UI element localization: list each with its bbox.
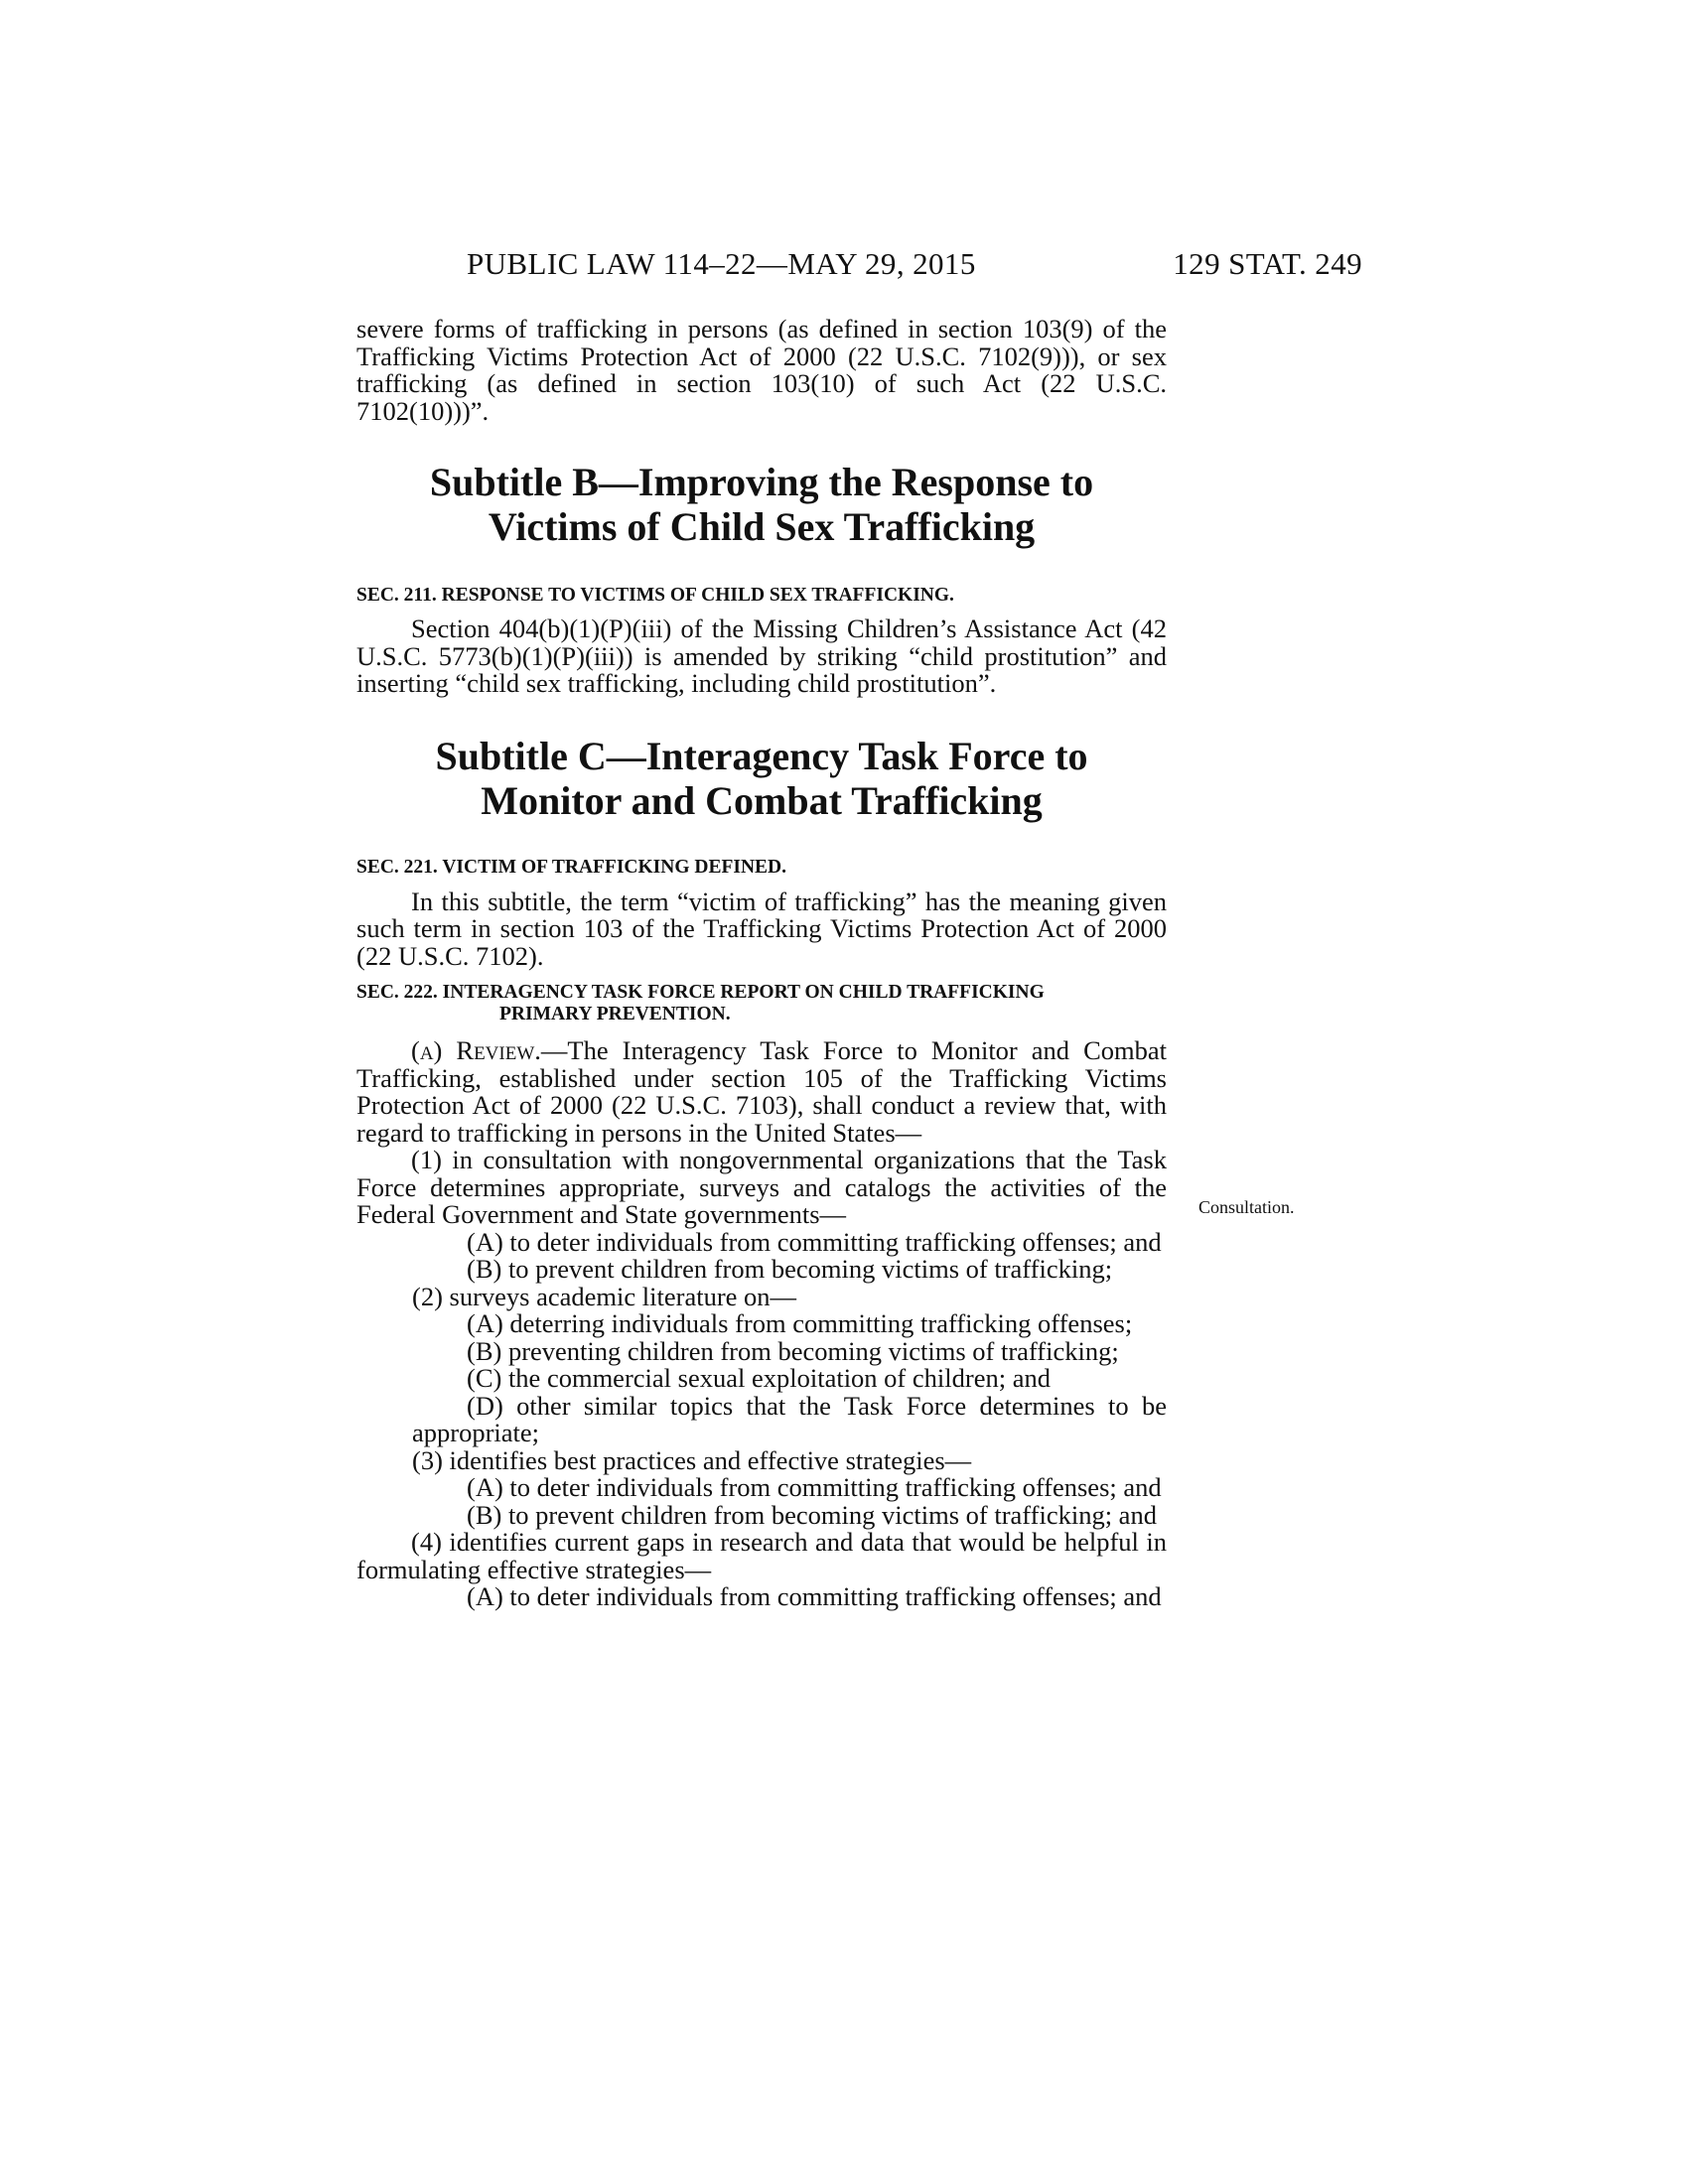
subtitle-b-heading [356, 460, 1167, 549]
paragraph-2-c: (C) the commercial sexual exploitation of children; and [467, 1363, 1051, 1393]
sec-221-text: In this subtitle, the term “victim of trafficking” has the meaning given such term in section 103 of the Trafficking Victims Protection Act of 2000 (22 U.S.C. 7102). [356, 886, 1167, 971]
sec-211-text: Section 404(b)(1)(P)(iii) of the Missing Children’s Assistance Act (42 U.S.C. 5773(b)(1)(P)(iii)) is amended by striking “child prostitution” and inserting “child sex trafficking, including child prostitution”. [356, 614, 1167, 698]
paragraph-4: (4) identifies current gaps in research and data that would be helpful in formulating effective strategies— [356, 1527, 1167, 1584]
sec-211-heading: SEC. 211. RESPONSE TO VICTIMS OF CHILD SEX TRAFFICKING. [356, 585, 954, 606]
subtitle-c-line1: Subtitle C—Interagency Task Force to [435, 733, 1088, 778]
paragraph-2-d: (D) other similar topics that the Task Force determines to be appropriate; [412, 1390, 1167, 1447]
subtitle-c-line2: Monitor and Combat Trafficking [481, 777, 1043, 823]
review-text: .—The Interagency Task Force to Monitor and Combat Trafficking, established under section 105 of the Trafficking Victims Protection Act of 2000 (22 U.S.C. 7103), shall conduct a review that, with regard to trafficking in persons in the United States— [356, 1035, 1167, 1148]
margin-note-consultation: Consultation. [1198, 1197, 1295, 1217]
paragraph-2-a: (A) deterring individuals from committing trafficking offenses; [467, 1308, 1133, 1338]
sec-221-heading: SEC. 221. VICTIM OF TRAFFICKING DEFINED. [356, 856, 787, 878]
subtitle-b-line2: Victims of Child Sex Trafficking [488, 504, 1036, 549]
subtitle-b-line1: Subtitle B—Improving the Response to [429, 460, 1094, 504]
sec-222-heading-line1: SEC. 222. INTERAGENCY TASK FORCE REPORT ON CHILD TRAFFICKING [356, 982, 1045, 1003]
review-label: (a) Review [411, 1035, 535, 1065]
paragraph-1-b: (B) to prevent children from becoming victims of trafficking; [467, 1254, 1113, 1284]
page-header [0, 246, 1688, 286]
paragraph-3: (3) identifies best practices and effective strategies— [412, 1444, 972, 1475]
paragraph-2: (2) surveys academic literature on— [412, 1281, 797, 1311]
sec-222-heading [356, 982, 1167, 1025]
paragraph-2-b: (B) preventing children from becoming victims of trafficking; [467, 1335, 1119, 1366]
paragraph-3-a: (A) to deter individuals from committing trafficking offenses; and [467, 1472, 1162, 1502]
intro-paragraph: severe forms of trafficking in persons (as defined in section 103(9) of the Trafficking Victims Protection Act of 2000 (22 U.S.C. 7102(9))), or sex trafficking (as defined in section 103(10) of such Act (22 U.S.C. 7102(10)))”. [356, 314, 1167, 426]
paragraph-4-a: (A) to deter individuals from committing trafficking offenses; and [467, 1581, 1162, 1611]
paragraph-3-b: (B) to prevent children from becoming victims of trafficking; and [467, 1499, 1157, 1530]
paragraph-1: (1) in consultation with nongovernmental organizations that the Task Force determines appropriate, surveys and catalogs the activities of the Federal Government and State governments— [356, 1145, 1167, 1229]
running-head: PUBLIC LAW 114–22—MAY 29, 2015 [467, 246, 976, 281]
paragraph-1-a: (A) to deter individuals from committing trafficking offenses; and [467, 1226, 1162, 1257]
document-body [356, 316, 1167, 1611]
subtitle-c-heading [356, 734, 1167, 823]
page-number: 129 STAT. 249 [1173, 246, 1362, 281]
sec-222-subsection-a [356, 1037, 1167, 1147]
sec-222-heading-line2: PRIMARY PREVENTION. [499, 1004, 731, 1024]
